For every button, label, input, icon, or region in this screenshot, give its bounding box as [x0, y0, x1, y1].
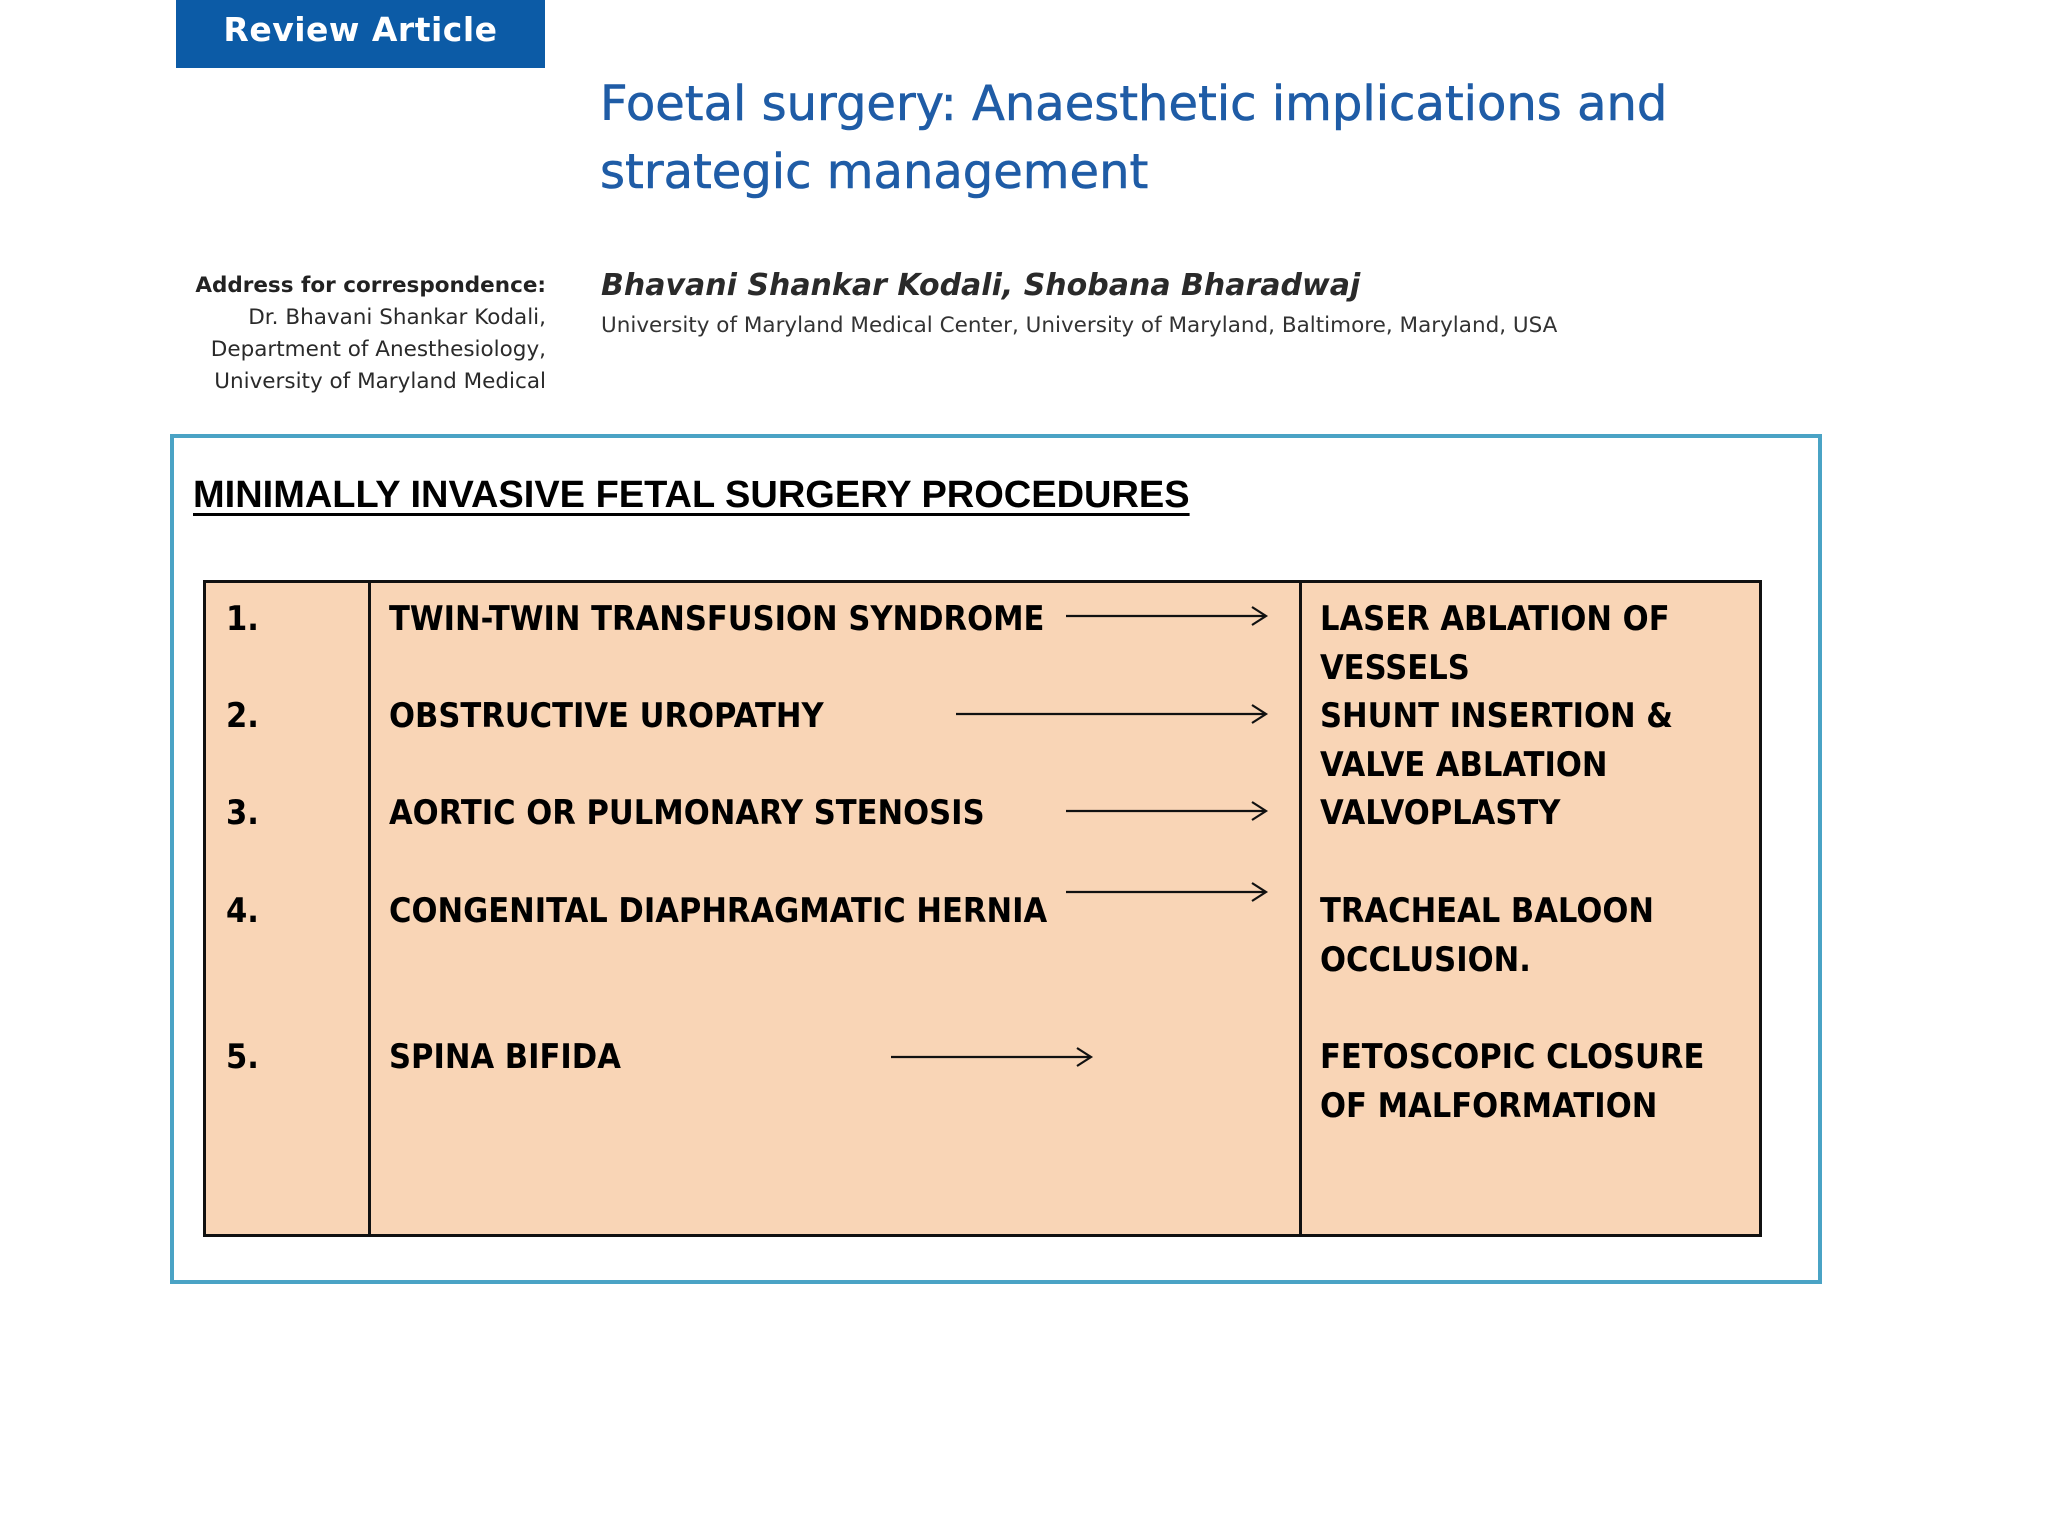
row-number: 4.	[226, 891, 259, 931]
section-heading: MINIMALLY INVASIVE FETAL SURGERY PROCEDURES	[193, 474, 1190, 516]
procedures-table	[203, 580, 1762, 1237]
correspondence-line: Dr. Bhavani Shankar Kodali,	[248, 305, 546, 330]
article-title	[600, 70, 1750, 206]
article-title-line-2: strategic management	[600, 144, 1149, 200]
row-number: 1.	[226, 599, 259, 639]
row-number: 3.	[226, 793, 259, 833]
treatment-label: FETOSCOPIC CLOSURE	[1320, 1037, 1705, 1077]
condition-label: TWIN-TWIN TRANSFUSION SYNDROME	[389, 599, 1045, 639]
treatment-label: LASER ABLATION OF	[1320, 599, 1670, 639]
treatment-label: OCCLUSION.	[1320, 940, 1531, 980]
treatment-label: VALVOPLASTY	[1320, 793, 1561, 833]
correspondence-label: Address for correspondence:	[195, 273, 546, 298]
condition-label: AORTIC OR PULMONARY STENOSIS	[389, 793, 985, 833]
correspondence-block	[150, 270, 546, 398]
arrow-right-icon	[1066, 881, 1268, 903]
affiliation: University of Maryland Medical Center, University of Maryland, Baltimore, Maryland, USA	[601, 313, 1558, 338]
treatment-label: SHUNT INSERTION &	[1320, 696, 1673, 736]
arrow-right-icon	[1066, 605, 1268, 627]
arrow-right-icon	[1066, 800, 1268, 822]
correspondence-line: University of Maryland Medical	[214, 369, 546, 394]
row-number: 5.	[226, 1037, 259, 1077]
condition-label: SPINA BIFIDA	[389, 1037, 621, 1077]
review-article-badge: Review Article	[176, 0, 545, 68]
treatment-label: VESSELS	[1320, 648, 1470, 688]
condition-label: OBSTRUCTIVE UROPATHY	[389, 696, 824, 736]
authors: Bhavani Shankar Kodali, Shobana Bharadwaj	[601, 268, 1361, 303]
article-title-line-1: Foetal surgery: Anaesthetic implications and	[600, 76, 1668, 132]
arrow-right-icon	[891, 1046, 1093, 1068]
condition-label: CONGENITAL DIAPHRAGMATIC HERNIA	[389, 891, 1048, 931]
row-number: 2.	[226, 696, 259, 736]
column-divider	[1299, 583, 1302, 1234]
treatment-label: VALVE ABLATION	[1320, 745, 1608, 785]
treatment-label: TRACHEAL BALOON	[1320, 891, 1654, 931]
correspondence-line: Department of Anesthesiology,	[210, 337, 546, 362]
treatment-label: OF MALFORMATION	[1320, 1086, 1658, 1126]
arrow-right-icon	[956, 703, 1268, 725]
column-divider	[368, 583, 371, 1234]
